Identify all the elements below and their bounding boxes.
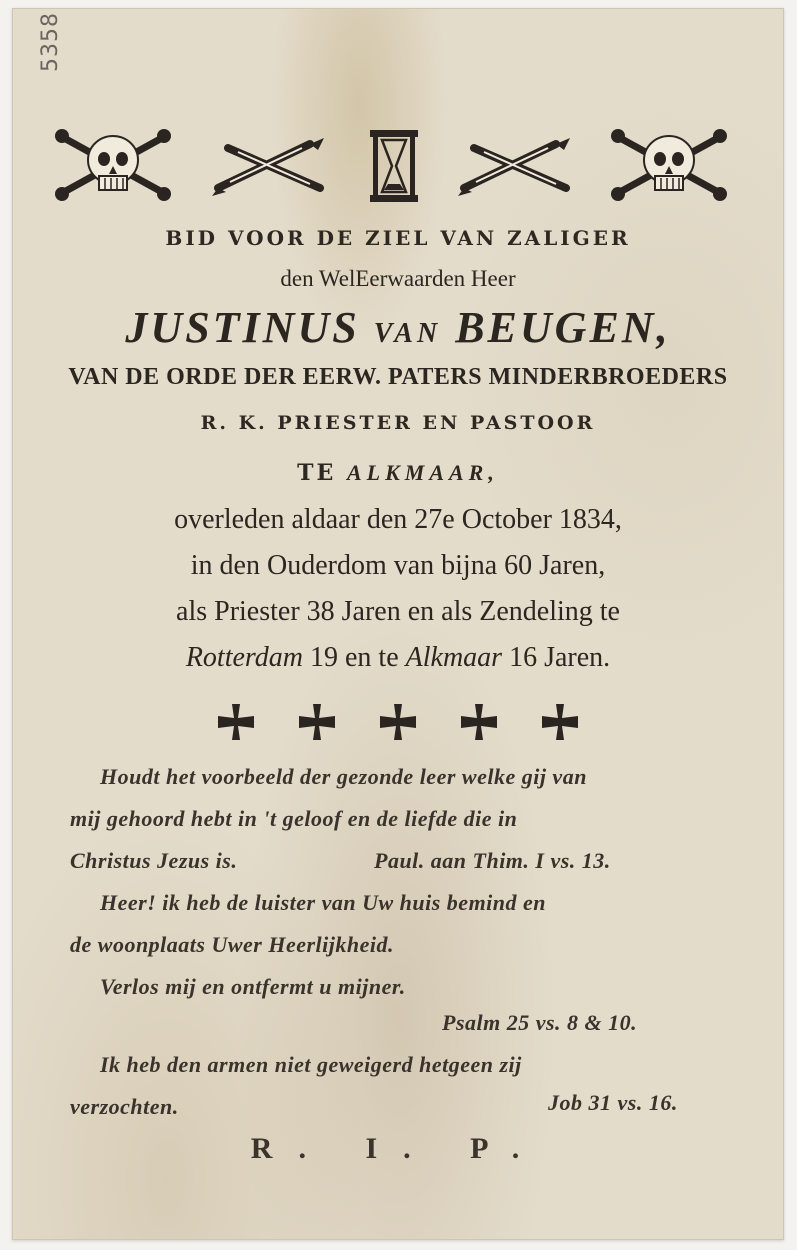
name-first: JUSTINUS <box>125 303 360 352</box>
place-line <box>12 460 784 486</box>
memorial-card <box>12 8 784 1240</box>
verse-line: Heer! ik heb de luister van Uw huis bemind en <box>100 890 547 915</box>
crossed-torches-icon <box>210 136 328 198</box>
mission-years-2: 16 Jaren. <box>509 642 611 673</box>
name-van: VAN <box>373 318 442 349</box>
name-last: BEUGEN, <box>455 303 671 352</box>
rip-inscription: R. I. P. <box>250 1132 546 1165</box>
cross-pattee-icon <box>299 704 335 740</box>
cross-pattee-icon <box>542 704 578 740</box>
mission-city-1: Rotterdam <box>185 642 303 673</box>
cross-pattee-icon <box>461 704 497 740</box>
verse-line: de woonplaats Uwer Heerlijkheid. <box>70 932 394 957</box>
verse-reference: Psalm 25 vs. 8 & 10. <box>442 1010 638 1035</box>
ornament-row <box>12 126 784 216</box>
cross-pattee-icon <box>380 704 416 740</box>
mission-city-2: Alkmaar <box>405 642 503 673</box>
crossed-torches-icon <box>456 136 574 198</box>
verse-line: mij gehoord hebt in 't geloof en de liefde die in <box>70 806 518 831</box>
verse-line: verzochten. <box>70 1094 179 1119</box>
role-line: R. K. PRIESTER EN PASTOOR <box>200 412 596 434</box>
deceased-name <box>12 302 784 353</box>
archive-number: 5358 <box>38 12 63 72</box>
age-line: in den Ouderdom van bijna 60 Jaren, <box>190 550 606 581</box>
te-word: TE <box>297 460 337 486</box>
died-line: overleden aldaar den 27e October 1834, <box>174 504 622 535</box>
mission-line <box>12 642 784 674</box>
mission-years-1: 19 en te <box>310 642 399 673</box>
place-name: ALKMAAR, <box>346 460 499 485</box>
verse-line: Ik heb den armen niet geweigerd hetgeen zij <box>100 1052 522 1077</box>
verse-line: Christus Jezus is. <box>70 848 238 873</box>
title-line: den WelEerwaarden Heer <box>280 266 516 291</box>
skull-crossbones-icon <box>54 126 172 204</box>
order-line: VAN DE ORDE DER EERW. PATERS MINDERBROEDERS <box>68 364 728 390</box>
skull-crossbones-icon <box>610 126 728 204</box>
cross-row <box>12 704 784 744</box>
prayer-heading: BID VOOR DE ZIEL VAN ZALIGER <box>165 226 631 250</box>
cross-pattee-icon <box>218 704 254 740</box>
verse-reference: Paul. aan Thim. I vs. 13. <box>374 848 611 873</box>
priest-line: als Priester 38 Jaren en als Zendeling te <box>176 596 620 627</box>
verse-line: Houdt het voorbeeld der gezonde leer welke gij van <box>100 764 587 789</box>
hourglass-icon <box>368 128 420 204</box>
verse-reference: Job 31 vs. 16. <box>548 1090 678 1115</box>
verse-line: Verlos mij en ontfermt u mijner. <box>100 974 406 999</box>
